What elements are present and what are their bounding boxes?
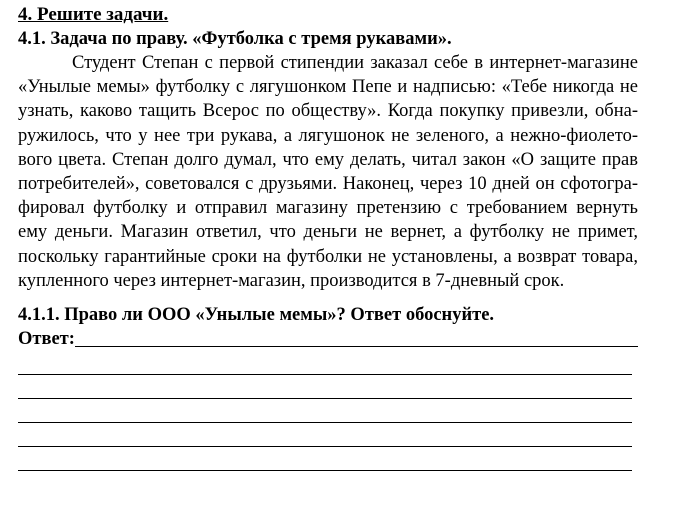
paragraph-line: поскольку гарантийные сроки на футболки не установлены, а возврат товара,	[18, 246, 638, 267]
task-paragraph	[18, 51, 638, 293]
paragraph-line: ружилось, что у нее три рукава, а лягушонок не зеленого, а нежно-фиолето-	[18, 125, 638, 146]
paragraph-line: фировал футболку и отправил магазину претензию с требованием вернуть	[18, 198, 638, 219]
section-heading: 4. Решите задачи.	[18, 4, 169, 25]
answer-blank-line[interactable]	[18, 351, 632, 375]
paragraph-line: Студент Степан с первой стипендии заказал себе в интернет-магазине	[72, 53, 638, 73]
answer-blank-line[interactable]	[18, 447, 632, 471]
question-heading: 4.1.1. Право ли ООО «Унылые мемы»? Ответ обоснуйте.	[18, 305, 495, 326]
paragraph-line: узнать, каково тащить Всерос по обществу». Когда покупку привезли, обна-	[18, 101, 638, 122]
document-page	[18, 3, 638, 471]
answer-blank-line[interactable]	[18, 423, 632, 447]
paragraph-line: ему деньги. Магазин ответил, что деньги не вернет, а футболку не примет,	[18, 222, 638, 243]
answer-line[interactable]	[75, 346, 638, 347]
answer-label: Ответ:	[18, 329, 75, 350]
paragraph-line: вого цвета. Степан долго думал, что ему делать, читал закон «О защите прав	[18, 149, 638, 170]
answer-blank-line[interactable]	[18, 375, 632, 399]
answer-blank-line[interactable]	[18, 399, 632, 423]
paragraph-line: купленного через интернет-магазин, производится в 7-дневный срок.	[18, 270, 565, 291]
paragraph-line: «Унылые мемы» футболку с лягушонком Пепе и надписью: «Тебе никогда не	[18, 77, 638, 98]
answer-row[interactable]	[18, 327, 638, 351]
paragraph-line: потребителей», советовался с друзьями. Наконец, через 10 дней он сфотогра-	[18, 174, 638, 195]
task-title: 4.1. Задача по праву. «Футболка с тремя рукавами».	[18, 29, 452, 49]
